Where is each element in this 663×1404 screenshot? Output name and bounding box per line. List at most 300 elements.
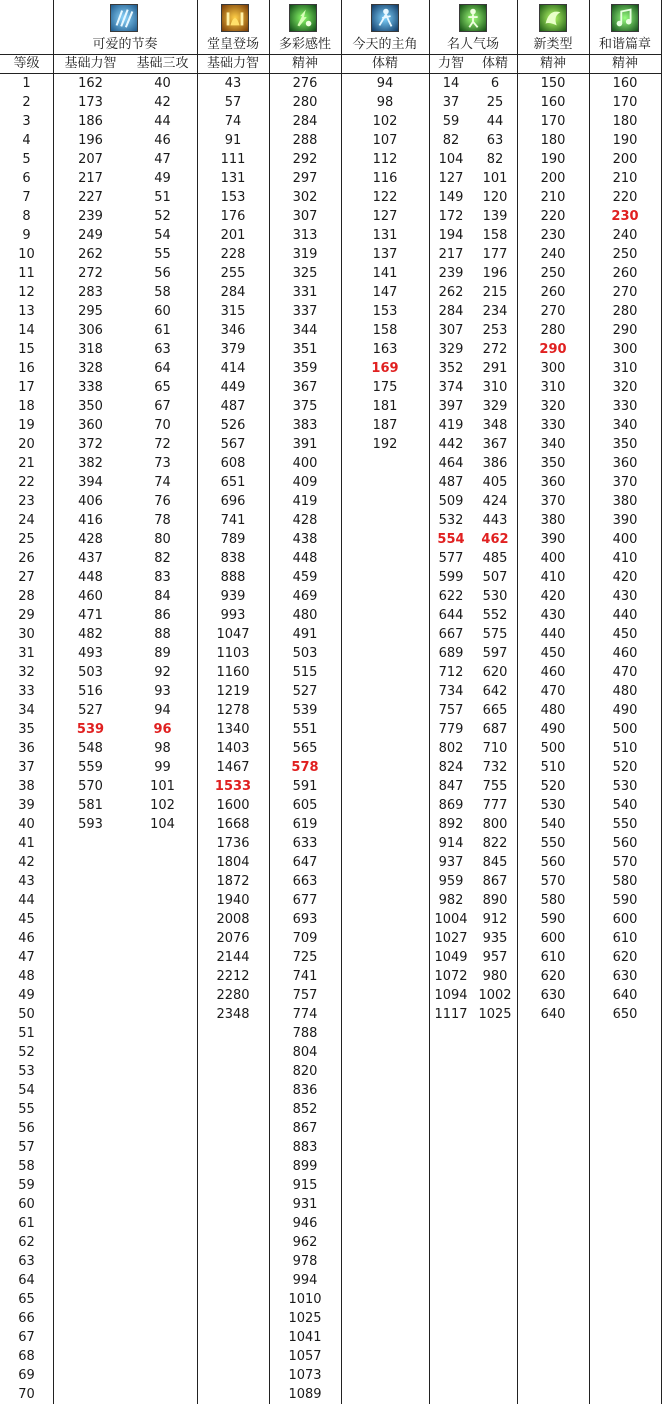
value-cell: 1804 (216, 855, 250, 870)
value-cell: 442 (438, 437, 464, 452)
value-cell: 360 (612, 456, 638, 471)
value-cell: 410 (612, 551, 638, 566)
level-cell: 60 (18, 1197, 35, 1212)
level-cell: 34 (18, 703, 35, 718)
value-cell: 560 (612, 836, 638, 851)
value-cell: 912 (482, 912, 508, 927)
value-cell: 160 (612, 76, 638, 91)
level-cell: 7 (22, 190, 31, 205)
value-cell: 509 (438, 494, 464, 509)
value-cell: 107 (372, 133, 398, 148)
value-cell: 352 (438, 361, 464, 376)
value-cell: 367 (482, 437, 508, 452)
value-cell: 173 (78, 95, 103, 110)
value-cell: 292 (292, 152, 318, 167)
level-cell: 49 (18, 988, 35, 1003)
skill-name: 可爱的节奏 (92, 37, 158, 52)
level-cell: 24 (18, 513, 35, 528)
value-cell: 580 (612, 874, 638, 889)
level-cell: 13 (18, 304, 35, 319)
value-cell: 978 (292, 1254, 318, 1269)
value-cell: 836 (292, 1083, 318, 1098)
value-cell: 310 (482, 380, 508, 395)
value-cell: 102 (150, 798, 175, 813)
column-header: 基础力智 (64, 56, 117, 71)
value-cell: 532 (438, 513, 464, 528)
value-cell: 800 (482, 817, 508, 832)
value-cell: 619 (292, 817, 318, 832)
value-cell: 591 (292, 779, 318, 794)
level-cell: 47 (18, 950, 35, 965)
value-cell: 394 (78, 475, 103, 490)
value-cell: 459 (292, 570, 318, 585)
value-cell: 338 (78, 380, 103, 395)
value-cell: 757 (438, 703, 464, 718)
level-cell: 4 (22, 133, 31, 148)
value-cell: 310 (540, 380, 566, 395)
level-cell: 22 (18, 475, 35, 490)
level-cell: 48 (18, 969, 35, 984)
level-cell: 12 (18, 285, 35, 300)
value-cell: 510 (612, 741, 638, 756)
value-cell: 824 (438, 760, 464, 775)
value-cell: 318 (78, 342, 103, 357)
value-cell: 1004 (434, 912, 468, 927)
value-cell: 1403 (216, 741, 250, 756)
value-cell: 149 (438, 190, 464, 205)
value-cell: 539 (76, 722, 105, 737)
level-cell: 44 (18, 893, 35, 908)
value-cell: 359 (292, 361, 318, 376)
blue-figure-icon (371, 4, 399, 32)
value-cell: 160 (540, 95, 566, 110)
value-cell: 14 (442, 76, 460, 91)
level-cell: 70 (18, 1387, 35, 1402)
value-cell: 867 (292, 1121, 318, 1136)
value-cell: 163 (372, 342, 398, 357)
value-cell: 647 (292, 855, 318, 870)
value-cell: 460 (612, 646, 638, 661)
value-cell: 400 (540, 551, 566, 566)
value-cell: 946 (292, 1216, 318, 1231)
value-cell: 74 (154, 475, 171, 490)
value-cell: 217 (438, 247, 464, 262)
level-cell: 6 (22, 171, 31, 186)
value-cell: 320 (540, 399, 566, 414)
level-cell: 40 (18, 817, 35, 832)
level-cell: 10 (18, 247, 35, 262)
value-cell: 471 (78, 608, 103, 623)
level-cell: 2 (22, 95, 31, 110)
value-cell: 539 (292, 703, 318, 718)
level-cell: 62 (18, 1235, 35, 1250)
column-header: 体精 (371, 56, 398, 71)
value-cell: 1117 (434, 1007, 468, 1022)
column-header: 精神 (611, 56, 638, 71)
value-cell: 460 (540, 665, 566, 680)
skill-name: 堂皇登场 (206, 37, 259, 52)
value-cell: 360 (78, 418, 103, 433)
value-cell: 307 (438, 323, 464, 338)
value-cell: 993 (220, 608, 246, 623)
level-cell: 56 (18, 1121, 35, 1136)
value-cell: 250 (540, 266, 566, 281)
value-cell: 867 (482, 874, 508, 889)
value-cell: 370 (540, 494, 566, 509)
value-cell: 120 (482, 190, 508, 205)
value-cell: 419 (292, 494, 318, 509)
value-cell: 1467 (216, 760, 250, 775)
value-cell: 196 (482, 266, 508, 281)
value-cell: 187 (372, 418, 398, 433)
value-cell: 437 (78, 551, 103, 566)
value-cell: 665 (482, 703, 508, 718)
level-cell: 5 (22, 152, 31, 167)
value-cell: 410 (540, 570, 566, 585)
value-cell: 313 (292, 228, 318, 243)
value-cell: 200 (540, 171, 566, 186)
value-cell: 82 (442, 133, 460, 148)
value-cell: 92 (154, 665, 171, 680)
level-cell: 14 (18, 323, 35, 338)
value-cell: 577 (438, 551, 464, 566)
value-cell: 630 (540, 988, 566, 1003)
value-cell: 438 (292, 532, 318, 547)
value-cell: 550 (540, 836, 566, 851)
value-cell: 170 (612, 95, 638, 110)
level-cell: 30 (18, 627, 35, 642)
column-header: 精神 (539, 56, 566, 71)
value-cell: 424 (482, 494, 508, 509)
value-cell: 550 (612, 817, 638, 832)
value-cell: 239 (438, 266, 464, 281)
level-cell: 58 (18, 1159, 35, 1174)
level-cell: 41 (18, 836, 35, 851)
value-cell: 847 (438, 779, 464, 794)
value-cell: 63 (486, 133, 504, 148)
value-cell: 330 (612, 399, 638, 414)
value-cell: 98 (154, 741, 171, 756)
value-cell: 914 (438, 836, 464, 851)
value-cell: 620 (612, 950, 638, 965)
value-cell: 622 (438, 589, 464, 604)
skill-header (53, 0, 197, 54)
value-cell: 507 (482, 570, 508, 585)
level-cell: 17 (18, 380, 35, 395)
value-cell: 804 (292, 1045, 318, 1060)
value-cell: 820 (292, 1064, 318, 1079)
value-cell: 757 (292, 988, 318, 1003)
value-cell: 608 (220, 456, 246, 471)
value-cell: 329 (482, 399, 508, 414)
value-cell: 689 (438, 646, 464, 661)
green-swirl-icon (539, 4, 567, 32)
value-cell: 406 (78, 494, 103, 509)
value-cell: 127 (372, 209, 398, 224)
value-cell: 570 (540, 874, 566, 889)
value-cell: 284 (220, 285, 246, 300)
value-cell: 590 (540, 912, 566, 927)
value-cell: 485 (482, 551, 508, 566)
value-cell: 725 (292, 950, 318, 965)
value-cell: 516 (78, 684, 103, 699)
value-cell: 503 (78, 665, 103, 680)
value-cell: 37 (442, 95, 460, 110)
value-cell: 416 (78, 513, 103, 528)
value-cell: 52 (154, 209, 171, 224)
value-cell: 60 (154, 304, 171, 319)
value-cell: 515 (292, 665, 318, 680)
value-cell: 297 (292, 171, 318, 186)
value-cell: 994 (292, 1273, 318, 1288)
value-cell: 64 (154, 361, 171, 376)
value-cell: 779 (438, 722, 464, 737)
value-cell: 1073 (288, 1368, 322, 1383)
value-cell: 104 (150, 817, 175, 832)
value-cell: 491 (292, 627, 318, 642)
level-cell: 28 (18, 589, 35, 604)
value-cell: 262 (78, 247, 103, 262)
value-cell: 215 (482, 285, 508, 300)
skill-header (517, 0, 589, 54)
value-cell: 520 (612, 760, 638, 775)
column-divider (661, 0, 662, 1404)
skill-name: 名人气场 (446, 37, 499, 52)
skill-name: 多彩感性 (278, 37, 331, 52)
value-cell: 80 (154, 532, 171, 547)
level-cell: 37 (18, 760, 35, 775)
value-cell: 147 (372, 285, 398, 300)
value-cell: 420 (612, 570, 638, 585)
value-cell: 540 (540, 817, 566, 832)
value-cell: 414 (220, 361, 246, 376)
value-cell: 530 (482, 589, 508, 604)
value-cell: 490 (612, 703, 638, 718)
value-cell: 302 (292, 190, 318, 205)
level-cell: 32 (18, 665, 35, 680)
value-cell: 40 (154, 76, 171, 91)
value-cell: 788 (292, 1026, 318, 1041)
level-cell: 20 (18, 437, 35, 452)
value-cell: 464 (438, 456, 464, 471)
value-cell: 58 (154, 285, 171, 300)
value-cell: 487 (220, 399, 246, 414)
value-cell: 300 (540, 361, 566, 376)
value-cell: 176 (220, 209, 246, 224)
level-cell: 1 (22, 76, 31, 91)
value-cell: 331 (292, 285, 318, 300)
value-cell: 88 (154, 627, 171, 642)
value-cell: 137 (372, 247, 398, 262)
value-cell: 640 (612, 988, 638, 1003)
column-header: 精神 (291, 56, 318, 71)
value-cell: 230 (611, 209, 639, 224)
value-cell: 565 (292, 741, 318, 756)
value-cell: 300 (612, 342, 638, 357)
value-cell: 99 (154, 760, 171, 775)
value-cell: 677 (292, 893, 318, 908)
value-cell: 554 (437, 532, 465, 547)
value-cell: 84 (154, 589, 171, 604)
value-cell: 65 (154, 380, 171, 395)
skill-header (429, 0, 517, 54)
value-cell: 460 (78, 589, 103, 604)
value-cell: 610 (540, 950, 566, 965)
value-cell: 101 (482, 171, 508, 186)
value-cell: 667 (438, 627, 464, 642)
value-cell: 405 (482, 475, 508, 490)
value-cell: 1047 (216, 627, 250, 642)
value-cell: 480 (292, 608, 318, 623)
value-cell: 1094 (434, 988, 468, 1003)
value-cell: 391 (292, 437, 318, 452)
level-cell: 57 (18, 1140, 35, 1155)
value-cell: 351 (292, 342, 318, 357)
level-cell: 29 (18, 608, 35, 623)
value-cell: 207 (78, 152, 103, 167)
value-cell: 1278 (216, 703, 250, 718)
value-cell: 503 (292, 646, 318, 661)
skill-header (197, 0, 269, 54)
value-cell: 325 (292, 266, 318, 281)
value-cell: 44 (154, 114, 171, 129)
value-cell: 570 (78, 779, 103, 794)
value-cell: 551 (292, 722, 318, 737)
value-cell: 2076 (216, 931, 250, 946)
value-cell: 330 (540, 418, 566, 433)
value-cell: 789 (220, 532, 246, 547)
value-cell: 344 (292, 323, 318, 338)
value-cell: 56 (154, 266, 171, 281)
value-cell: 190 (612, 133, 638, 148)
level-cell: 31 (18, 646, 35, 661)
level-cell: 26 (18, 551, 35, 566)
value-cell: 1002 (478, 988, 512, 1003)
value-cell: 340 (540, 437, 566, 452)
level-cell: 16 (18, 361, 35, 376)
value-cell: 1049 (434, 950, 468, 965)
value-cell: 430 (612, 589, 638, 604)
value-cell: 170 (540, 114, 566, 129)
column-header: 基础力智 (206, 56, 259, 71)
value-cell: 400 (292, 456, 318, 471)
value-cell: 94 (154, 703, 171, 718)
level-cell: 25 (18, 532, 35, 547)
value-cell: 320 (612, 380, 638, 395)
value-cell: 580 (540, 893, 566, 908)
value-cell: 1089 (288, 1387, 322, 1402)
value-cell: 46 (154, 133, 171, 148)
column-header: 基础三攻 (136, 56, 189, 71)
level-cell: 38 (18, 779, 35, 794)
value-cell: 72 (154, 437, 171, 452)
level-cell: 45 (18, 912, 35, 927)
value-cell: 139 (482, 209, 508, 224)
value-cell: 899 (292, 1159, 318, 1174)
value-cell: 777 (482, 798, 508, 813)
value-cell: 284 (438, 304, 464, 319)
value-cell: 600 (612, 912, 638, 927)
level-cell: 8 (22, 209, 31, 224)
value-cell: 240 (540, 247, 566, 262)
value-cell: 180 (612, 114, 638, 129)
value-cell: 234 (482, 304, 508, 319)
value-cell: 530 (540, 798, 566, 813)
value-cell: 400 (612, 532, 638, 547)
value-cell: 319 (292, 247, 318, 262)
value-cell: 1219 (216, 684, 250, 699)
value-cell: 379 (220, 342, 246, 357)
value-cell: 620 (540, 969, 566, 984)
value-cell: 350 (612, 437, 638, 452)
value-cell: 310 (612, 361, 638, 376)
value-cell: 450 (540, 646, 566, 661)
value-cell: 710 (482, 741, 508, 756)
value-cell: 593 (78, 817, 103, 832)
value-cell: 642 (482, 684, 508, 699)
green-aura-icon (459, 4, 487, 32)
skill-name: 今天的主角 (352, 37, 418, 52)
value-cell: 448 (292, 551, 318, 566)
level-cell: 50 (18, 1007, 35, 1022)
value-cell: 838 (220, 551, 246, 566)
value-cell: 383 (292, 418, 318, 433)
level-cell: 65 (18, 1292, 35, 1307)
value-cell: 490 (540, 722, 566, 737)
value-cell: 892 (438, 817, 464, 832)
value-cell: 280 (292, 95, 318, 110)
value-cell: 86 (154, 608, 171, 623)
value-cell: 98 (376, 95, 394, 110)
value-cell: 2008 (216, 912, 250, 927)
value-cell: 158 (482, 228, 508, 243)
value-cell: 186 (78, 114, 103, 129)
value-cell: 1027 (434, 931, 468, 946)
value-cell: 470 (540, 684, 566, 699)
value-cell: 172 (438, 209, 464, 224)
value-cell: 802 (438, 741, 464, 756)
value-cell: 91 (224, 133, 242, 148)
value-cell: 732 (482, 760, 508, 775)
level-cell: 55 (18, 1102, 35, 1117)
value-cell: 419 (438, 418, 464, 433)
value-cell: 982 (438, 893, 464, 908)
value-cell: 57 (224, 95, 242, 110)
value-cell: 2348 (216, 1007, 250, 1022)
value-cell: 888 (220, 570, 246, 585)
value-cell: 980 (482, 969, 508, 984)
value-cell: 63 (154, 342, 171, 357)
level-cell: 63 (18, 1254, 35, 1269)
value-cell: 397 (438, 399, 464, 414)
level-cell: 35 (18, 722, 35, 737)
value-cell: 210 (612, 171, 638, 186)
value-cell: 650 (612, 1007, 638, 1022)
level-cell: 36 (18, 741, 35, 756)
value-cell: 510 (540, 760, 566, 775)
value-cell: 201 (220, 228, 246, 243)
value-cell: 82 (486, 152, 504, 167)
value-cell: 1160 (216, 665, 250, 680)
value-cell: 348 (482, 418, 508, 433)
value-cell: 272 (482, 342, 508, 357)
level-cell: 46 (18, 931, 35, 946)
level-cell: 61 (18, 1216, 35, 1231)
value-cell: 709 (292, 931, 318, 946)
value-cell: 480 (612, 684, 638, 699)
value-cell: 380 (540, 513, 566, 528)
value-cell: 409 (292, 475, 318, 490)
